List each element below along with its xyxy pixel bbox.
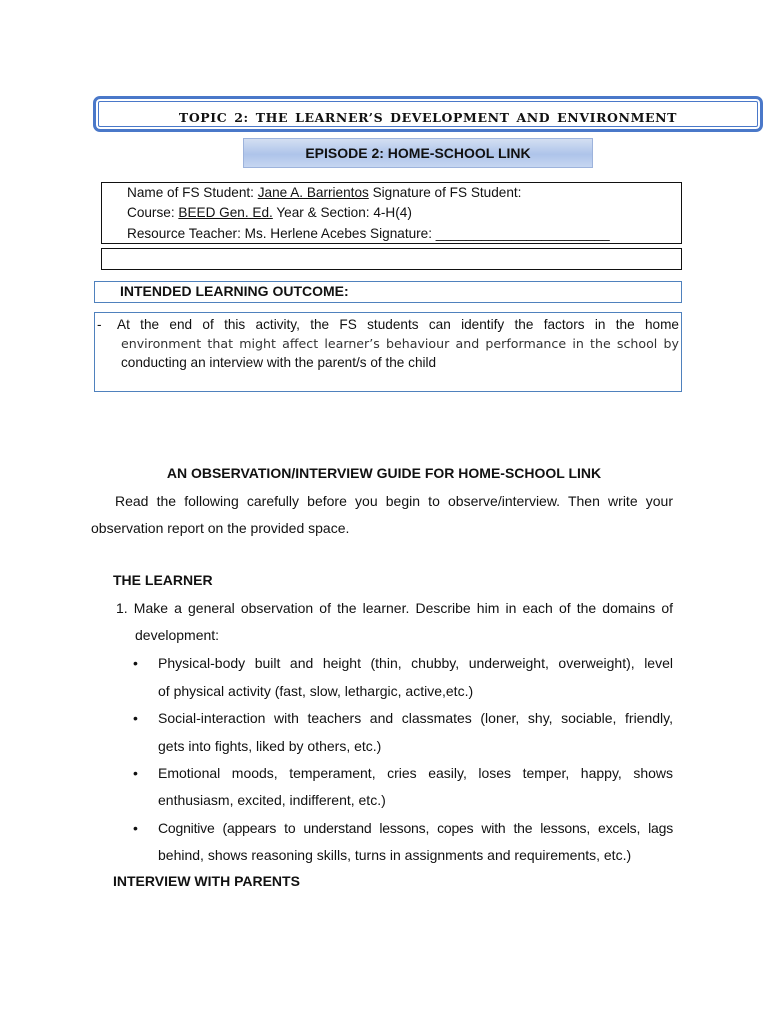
learner-item-1-line-1: 1. Make a general observation of the learner. Describe him in each of the domains of — [116, 600, 673, 616]
teacher-line: Resource Teacher: Ms. Herlene Acebes Signature: _______________________ — [127, 226, 610, 241]
ilo-line-2: environment that might affect learner’s behaviour and performance in the school by — [121, 336, 679, 351]
name-label: Name of FS Student: — [127, 185, 258, 200]
bullet-icon: • — [133, 655, 138, 671]
bullet-icon: • — [133, 710, 138, 726]
section-label: Year & Section: 4-H(4) — [272, 205, 412, 220]
bullet-2-line-2: gets into fights, liked by others, etc.) — [158, 738, 382, 754]
guide-heading: AN OBSERVATION/INTERVIEW GUIDE FOR HOME-SCHOOL LINK — [166, 465, 602, 481]
bullet-3-line-1: Emotional moods, temperament, cries easily, loses temper, happy, shows — [158, 765, 673, 781]
guide-intro-line-1: Read the following carefully before you begin to observe/interview. Then write your — [115, 493, 673, 509]
interview-heading: INTERVIEW WITH PARENTS — [113, 873, 300, 889]
ilo-heading: INTENDED LEARNING OUTCOME: — [120, 283, 349, 299]
bullet-icon: • — [133, 820, 138, 836]
course-label: Course: — [127, 205, 179, 220]
bullet-1-line-2: of physical activity (fast, slow, lethargic, active,etc.) — [158, 683, 474, 699]
bullet-1-line-1: Physical-body built and height (thin, chubby, underweight, overweight), level — [158, 655, 673, 671]
learner-item-1-line-2: development: — [135, 627, 220, 643]
name-value: Jane A. Barrientos — [257, 185, 369, 200]
empty-field-box — [101, 248, 682, 270]
ilo-line-1: At the end of this activity, the FS students can identify the factors in the home — [117, 317, 679, 332]
student-name-line — [127, 185, 521, 200]
topic-title: TOPIC 2: THE LEARNER’S DEVELOPMENT AND ENVIRONMENT — [178, 110, 678, 125]
signature-label: Signature of FS Student: — [368, 185, 522, 200]
course-line — [127, 205, 412, 220]
bullet-4-line-2: behind, shows reasoning skills, turns in assignments and requirements, etc.) — [158, 847, 632, 863]
ilo-line-3: conducting an interview with the parent/s of the child — [121, 355, 437, 370]
course-value: BEED Gen. Ed. — [178, 205, 273, 220]
bullet-4-line-1: Cognitive (appears to understand lessons, copes with the lessons, excels, lags — [158, 820, 673, 836]
bullet-3-line-2: enthusiasm, excited, indifferent, etc.) — [158, 792, 386, 808]
bullet-2-line-1: Social-interaction with teachers and classmates (loner, shy, sociable, friendly, — [158, 710, 673, 726]
learner-heading: THE LEARNER — [113, 572, 213, 588]
bullet-icon: • — [133, 765, 138, 781]
ilo-dash: - — [97, 317, 102, 332]
guide-intro-line-2: observation report on the provided space. — [91, 520, 350, 536]
episode-title: EPISODE 2: HOME-SCHOOL LINK — [305, 145, 531, 161]
